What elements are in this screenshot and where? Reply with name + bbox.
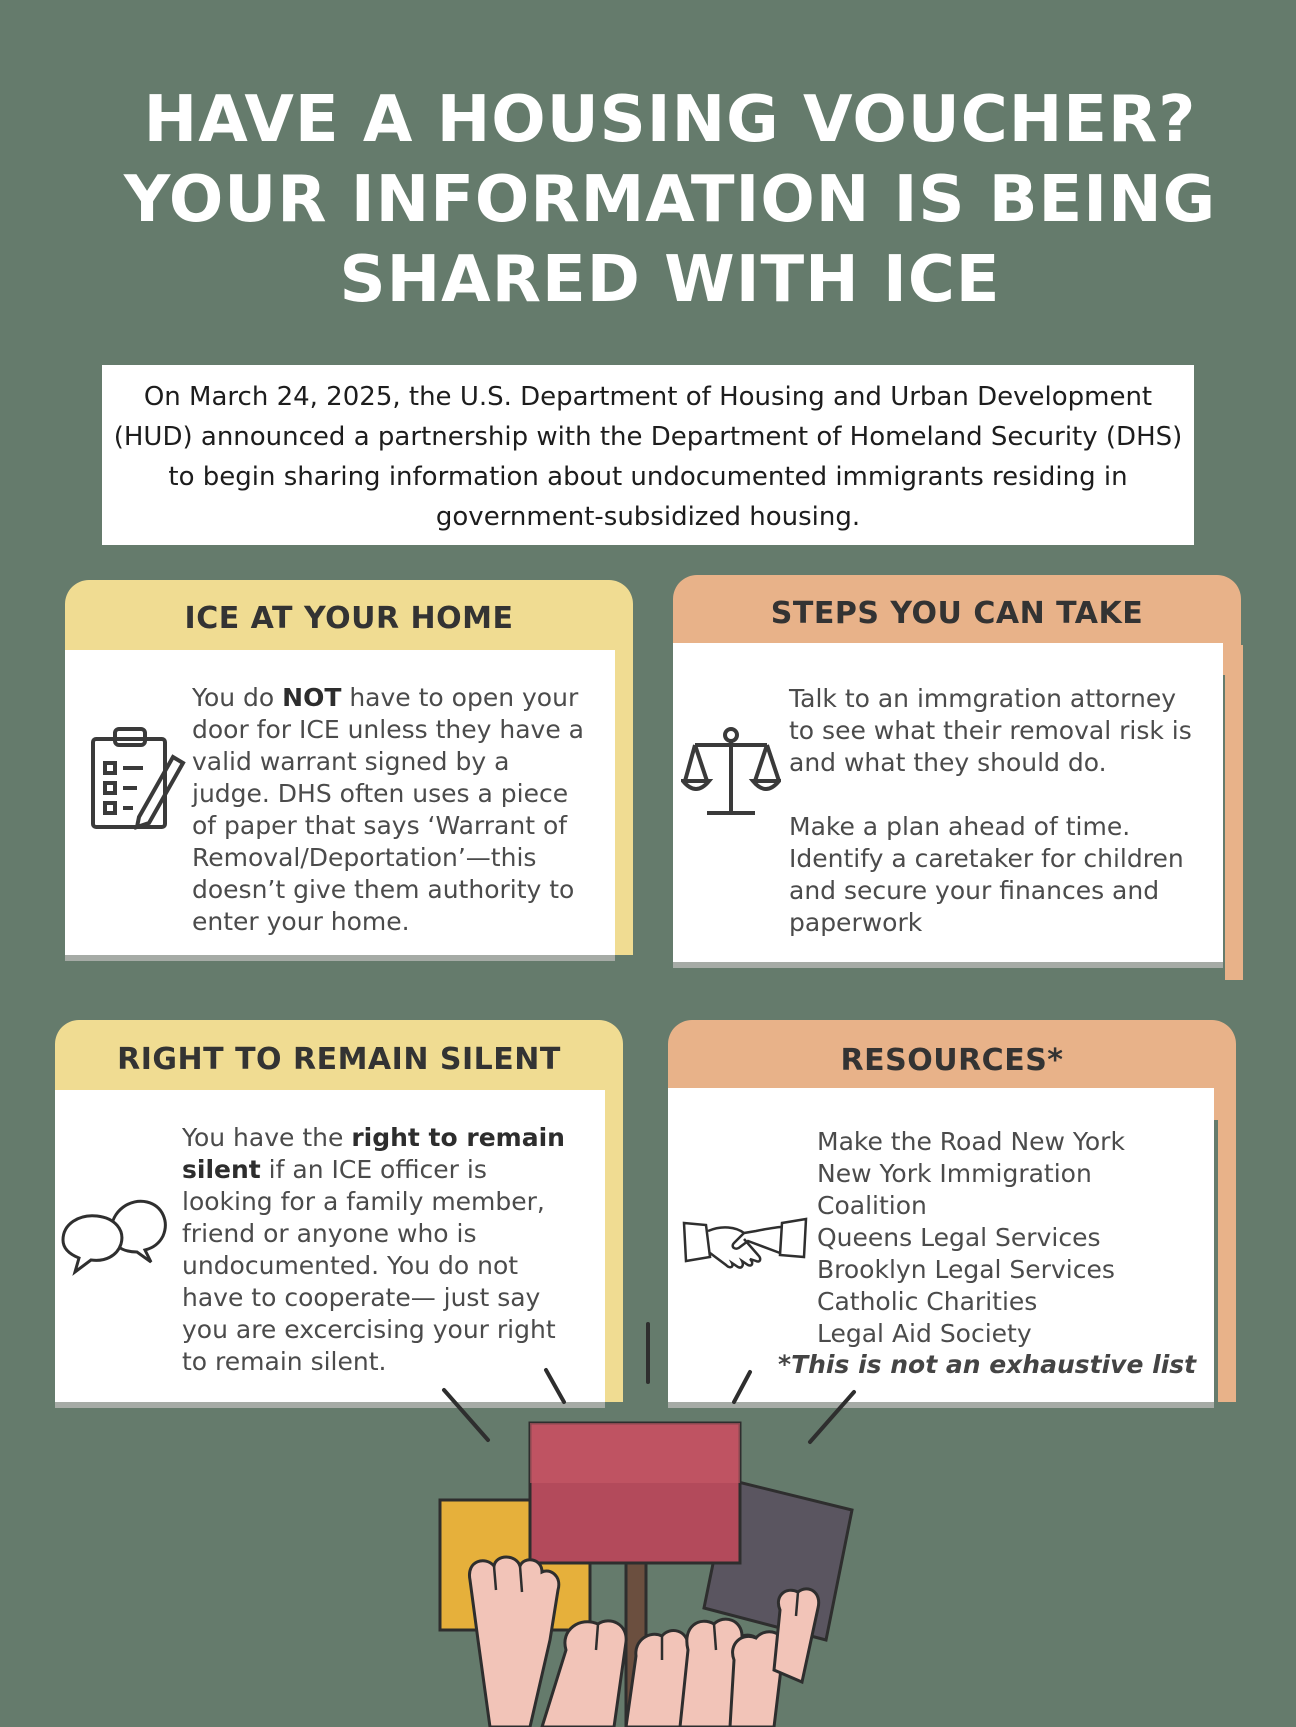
- ice-at-home-card: [65, 580, 633, 955]
- protest-signs-illustration: [430, 1310, 910, 1727]
- resource-item: New York Immigration: [817, 1159, 1092, 1188]
- steps-body: [673, 643, 1223, 962]
- ice-at-home-body: [65, 650, 615, 955]
- clipboard-checklist-icon: [87, 725, 187, 835]
- resources-heading: RESOURCES*: [840, 1043, 1064, 1078]
- resource-item: Make the Road New York: [817, 1127, 1125, 1156]
- resources-note: *This is not an exhaustive list: [778, 1350, 1197, 1379]
- resource-item: Queens Legal Services: [817, 1223, 1101, 1252]
- steps-card: [673, 575, 1241, 970]
- intro-box: [102, 365, 1194, 545]
- silent-heading: RIGHT TO REMAIN SILENT: [117, 1042, 561, 1077]
- speech-bubbles-icon: [59, 1190, 169, 1280]
- ice-at-home-heading: ICE AT YOUR HOME: [184, 601, 514, 636]
- right-emphasis: right to remain silent: [182, 1123, 565, 1184]
- not-emphasis: NOT: [282, 683, 342, 712]
- steps-text-2: Make a plan ahead of time. Identify a caretaker for children and secure your finances and paperwork: [789, 812, 1184, 937]
- silent-text: You have the right to remain silent if an ICE officer is looking for a family member, friend or anyone who is undocumented. You do not have to cooperate— just say you are excercising your right to remain silent.: [182, 1123, 565, 1376]
- title-line-3: SHARED WITH ICE: [339, 243, 1001, 317]
- steps-text-1: Talk to an immgration attorney to see what their removal risk is and what they should do.: [789, 684, 1192, 777]
- resource-item: Catholic Charities: [817, 1287, 1038, 1316]
- resource-item: Legal Aid Society: [817, 1319, 1032, 1348]
- scales-of-justice-icon: [681, 725, 781, 821]
- resource-item: Coalition: [817, 1191, 927, 1220]
- page-title: [60, 80, 1280, 320]
- handshake-icon: [682, 1213, 808, 1273]
- ice-at-home-text: You do NOT have to open your door for ICE unless they have a valid warrant signed by a judge. DHS often uses a piece of paper that says ‘Warrant of Removal/Deportation’—this doesn’t give them authority to enter your home.: [192, 683, 584, 936]
- title-line-1: HAVE A HOUSING VOUCHER?: [143, 83, 1197, 157]
- resource-item: Brooklyn Legal Services: [817, 1255, 1115, 1284]
- title-line-2: YOUR INFORMATION IS BEING: [123, 163, 1217, 237]
- intro-text: On March 24, 2025, the U.S. Department of Housing and Urban Development (HUD) announced a partnership with the Department of Homeland Security (DHS) to begin sharing information about undocumented immigrants residing in government-subsidized housing.: [113, 382, 1183, 532]
- steps-heading: STEPS YOU CAN TAKE: [770, 596, 1144, 631]
